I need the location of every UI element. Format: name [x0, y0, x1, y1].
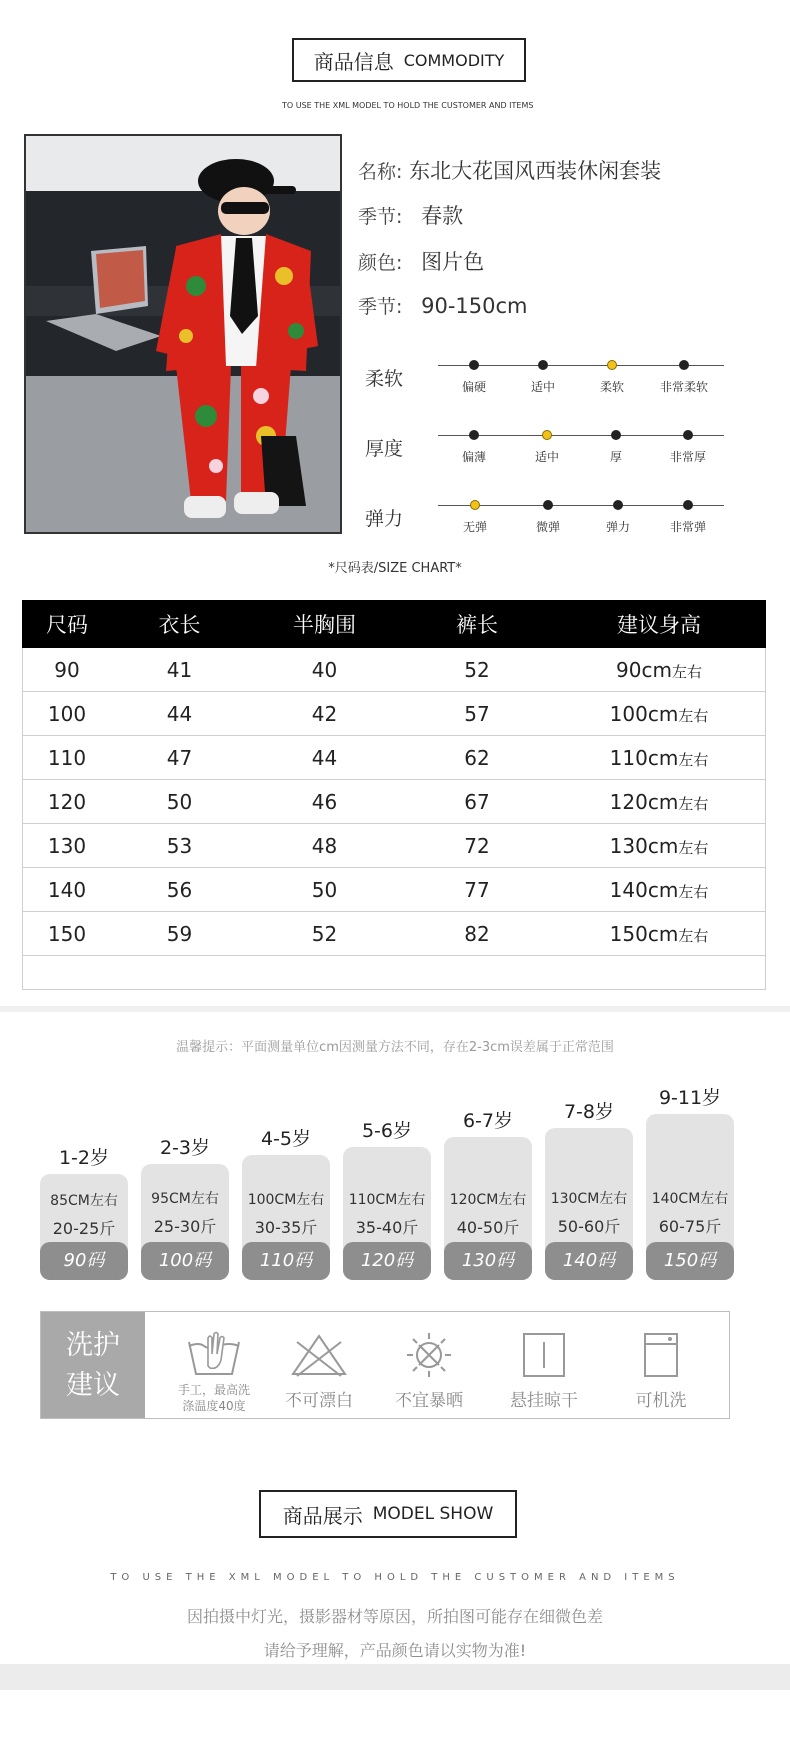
table-cell: 52 — [402, 648, 552, 692]
age-card-height: 120CM左右 — [449, 1192, 527, 1208]
info-name — [358, 155, 661, 185]
info-season — [358, 200, 463, 230]
care-item-no-bleach — [264, 1312, 374, 1418]
model-show-tagline: TO USE THE XML MODEL TO HOLD THE CUSTOMER AND ITEMS — [110, 1572, 680, 1583]
height-value: 130cm — [609, 833, 679, 858]
scale-dot — [538, 360, 548, 370]
age-card — [40, 1174, 128, 1280]
height-suffix: 左右 — [678, 750, 709, 769]
care-item-no-sun — [374, 1312, 484, 1418]
care-item-machine-wash — [606, 1312, 716, 1418]
commodity-tagline: TO USE THE XML MODEL TO HOLD THE CUSTOMER AND ITEMS — [282, 101, 534, 110]
table-cell-height — [552, 648, 766, 692]
scale-option: 偏薄 — [461, 450, 487, 464]
age-card-size-code: 90码 — [40, 1242, 128, 1280]
height-value: 150cm — [609, 921, 679, 946]
table-cell: 50 — [112, 780, 247, 824]
age-card-size-code: 150码 — [646, 1242, 734, 1280]
scale-line — [438, 505, 724, 506]
height-value: 100cm — [609, 701, 679, 726]
age-card — [141, 1164, 229, 1280]
scale-line — [438, 435, 724, 436]
info-color-value: 图片色 — [421, 250, 485, 274]
table-cell: 44 — [112, 692, 247, 736]
care-item-hang-dry — [489, 1312, 599, 1418]
model-show-title-en: MODEL SHOW — [372, 1504, 494, 1524]
table-cell: 72 — [402, 824, 552, 868]
table-row — [22, 736, 766, 780]
table-cell: 41 — [112, 648, 247, 692]
scale-option: 弹力 — [605, 520, 631, 534]
info-color-key: 颜色: — [358, 252, 403, 274]
commodity-title-box — [292, 38, 526, 82]
care-heading — [41, 1312, 145, 1418]
column-header: 裤长 — [402, 600, 552, 648]
age-card-weight: 30-35斤 — [254, 1218, 318, 1237]
height-suffix: 左右 — [678, 706, 709, 725]
scale-dot — [611, 430, 621, 440]
scale-option: 无弹 — [462, 520, 488, 534]
info-size-value: 90-150cm — [421, 294, 528, 318]
scale-option: 非常厚 — [669, 450, 707, 464]
table-cell: 42 — [247, 692, 402, 736]
table-cell-height — [552, 912, 766, 956]
care-item-text — [159, 1382, 269, 1414]
column-header: 半胸围 — [247, 600, 402, 648]
table-cell: 140 — [22, 868, 112, 912]
table-cell: 62 — [402, 736, 552, 780]
table-cell-height — [552, 780, 766, 824]
age-card-size-code: 130码 — [444, 1242, 532, 1280]
scale-option: 厚 — [609, 450, 623, 464]
no-bleach-icon — [289, 1330, 349, 1380]
table-cell: 110 — [22, 736, 112, 780]
table-row — [22, 692, 766, 736]
scale-option: 偏硬 — [461, 380, 487, 394]
size-table — [22, 600, 766, 1002]
info-size — [358, 292, 527, 319]
scale-dot — [683, 430, 693, 440]
table-cell: 82 — [402, 912, 552, 956]
table-cell: 57 — [402, 692, 552, 736]
table-cell: 120 — [22, 780, 112, 824]
height-value: 140cm — [609, 877, 679, 902]
age-label: 7-8岁 — [563, 1101, 615, 1123]
table-cell-height — [552, 824, 766, 868]
size-table-header — [22, 600, 766, 648]
height-value: 90cm — [616, 657, 672, 682]
scale-option: 微弹 — [535, 520, 561, 534]
care-item-label: 不宜暴晒 — [395, 1391, 463, 1411]
no-sun-icon — [399, 1330, 459, 1380]
care-item-label: 可机洗 — [635, 1391, 687, 1411]
age-label: 1-2岁 — [58, 1147, 110, 1169]
table-cell: 67 — [402, 780, 552, 824]
scale-dot — [469, 430, 479, 440]
care-text-line2: 涤温度40度 — [182, 1399, 246, 1413]
age-label: 6-7岁 — [462, 1110, 514, 1132]
age-card-height: 140CM左右 — [651, 1191, 729, 1207]
height-suffix: 左右 — [678, 794, 709, 813]
info-season-key: 季节: — [358, 206, 403, 228]
care-item-label: 悬挂晾干 — [510, 1391, 578, 1411]
scale-dot-selected — [470, 500, 480, 510]
age-label: 5-6岁 — [361, 1120, 413, 1142]
age-card-weight: 35-40斤 — [355, 1218, 419, 1237]
info-name-key: 名称: — [358, 161, 403, 183]
age-card — [242, 1155, 330, 1280]
age-card — [343, 1147, 431, 1280]
table-cell: 90 — [22, 648, 112, 692]
commodity-title-cn: 商品信息 — [313, 49, 394, 74]
table-cell-height — [552, 736, 766, 780]
height-suffix: 左右 — [671, 662, 702, 681]
age-card-weight: 50-60斤 — [557, 1217, 621, 1236]
age-card-size-code: 110码 — [242, 1242, 330, 1280]
measurement-tip: 温馨提示：平面测量单位cm因测量方法不同，存在2-3cm误差属于正常范围 — [176, 1040, 614, 1055]
age-card-height: 110CM左右 — [348, 1192, 426, 1208]
table-cell: 44 — [247, 736, 402, 780]
scale-label: 柔软 — [365, 368, 404, 390]
height-value: 110cm — [609, 745, 679, 770]
scale-dot-selected — [542, 430, 552, 440]
scale-label: 厚度 — [365, 438, 404, 460]
table-cell: 47 — [112, 736, 247, 780]
table-row-empty — [22, 956, 766, 1003]
care-item-label: 不可漂白 — [285, 1391, 353, 1411]
table-cell: 56 — [112, 868, 247, 912]
table-cell: 52 — [247, 912, 402, 956]
age-card-height: 100CM左右 — [247, 1192, 325, 1208]
disclaimer-line-2: 请给予理解，产品颜色请以实物为准! — [263, 1641, 527, 1660]
scale-option: 适中 — [530, 380, 556, 394]
scale-option: 适中 — [534, 450, 560, 464]
height-suffix: 左右 — [678, 882, 709, 901]
care-panel — [40, 1311, 730, 1419]
age-card-weight: 20-25斤 — [52, 1219, 116, 1238]
care-item-hand-wash — [159, 1312, 269, 1418]
info-season-value: 春款 — [421, 204, 464, 228]
age-card-height: 130CM左右 — [550, 1191, 628, 1207]
care-text-line1: 手工，最高洗 — [177, 1383, 250, 1397]
scale-dot — [679, 360, 689, 370]
age-card-weight: 60-75斤 — [658, 1217, 722, 1236]
disclaimer-line-1: 因拍摄中灯光，摄影器材等原因，所拍图可能存在细微色差 — [186, 1607, 603, 1626]
age-card — [545, 1128, 633, 1280]
table-cell: 130 — [22, 824, 112, 868]
column-header: 建议身高 — [552, 600, 766, 648]
table-cell: 40 — [247, 648, 402, 692]
bottom-band — [0, 1664, 790, 1690]
height-suffix: 左右 — [678, 926, 709, 945]
info-size-key: 季节: — [358, 296, 403, 318]
scale-dot — [469, 360, 479, 370]
table-cell: 46 — [247, 780, 402, 824]
age-card-height: 85CM左右 — [50, 1193, 118, 1209]
scale-dot — [543, 500, 553, 510]
table-cell: 48 — [247, 824, 402, 868]
age-card-size-code: 120码 — [343, 1242, 431, 1280]
age-card-weight: 25-30斤 — [153, 1217, 217, 1236]
info-color — [358, 246, 484, 276]
column-header: 衣长 — [112, 600, 247, 648]
table-cell: 150 — [22, 912, 112, 956]
age-card — [646, 1114, 734, 1280]
table-cell: 100 — [22, 692, 112, 736]
age-card-height: 95CM左右 — [151, 1191, 219, 1207]
age-label: 9-11岁 — [658, 1087, 722, 1109]
age-card — [444, 1137, 532, 1280]
care-heading-line1: 洗护 — [66, 1330, 120, 1361]
product-photo — [24, 134, 342, 534]
scale-dot — [613, 500, 623, 510]
age-card-size-code: 140码 — [545, 1242, 633, 1280]
table-cell-height — [552, 692, 766, 736]
machine-wash-icon — [631, 1330, 691, 1380]
scale-option: 非常弹 — [669, 520, 707, 534]
scale-dot — [683, 500, 693, 510]
column-header: 尺码 — [22, 600, 112, 648]
age-label: 4-5岁 — [260, 1128, 312, 1150]
model-show-title-box — [259, 1490, 517, 1538]
hang-dry-icon — [514, 1330, 574, 1380]
height-value: 120cm — [609, 789, 679, 814]
info-name-value: 东北大花国风西装休闲套装 — [409, 159, 662, 183]
model-show-title-cn: 商品展示 — [282, 1503, 363, 1528]
hand-wash-icon — [184, 1330, 244, 1380]
table-cell-height — [552, 868, 766, 912]
table-cell: 50 — [247, 868, 402, 912]
age-label: 2-3岁 — [159, 1137, 211, 1159]
commodity-title-en: COMMODITY — [403, 50, 505, 70]
height-suffix: 左右 — [678, 838, 709, 857]
scale-dot-selected — [607, 360, 617, 370]
table-row — [22, 912, 766, 956]
table-row — [22, 648, 766, 692]
age-card-weight: 40-50斤 — [456, 1218, 520, 1237]
table-cell: 77 — [402, 868, 552, 912]
care-heading-line2: 建议 — [66, 1370, 120, 1401]
scale-option: 柔软 — [599, 380, 625, 394]
age-card-size-code: 100码 — [141, 1242, 229, 1280]
size-chart-caption: *尺码表/SIZE CHART* — [328, 561, 462, 576]
scale-label: 弹力 — [365, 508, 404, 530]
section-divider — [0, 1006, 790, 1012]
table-row — [22, 868, 766, 912]
scale-option: 非常柔软 — [659, 380, 709, 394]
table-cell: 59 — [112, 912, 247, 956]
table-row — [22, 824, 766, 868]
table-cell: 53 — [112, 824, 247, 868]
table-row — [22, 780, 766, 824]
